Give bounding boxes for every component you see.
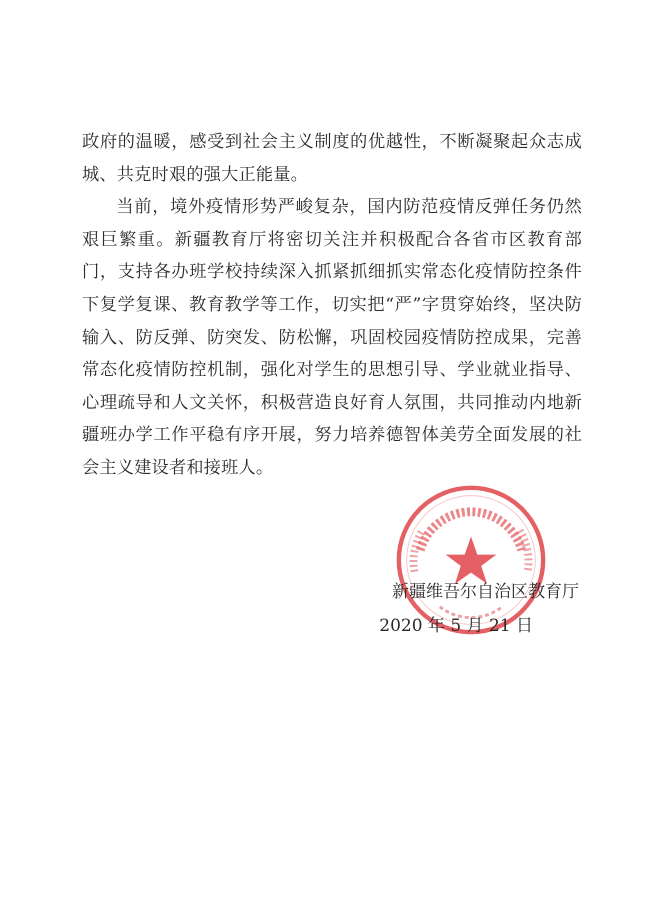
paragraph-main: 当前，境外疫情形势严峻复杂，国内防范疫情反弹任务仍然艰巨繁重。新疆教育厅将密切关注并积极配合各省市区教育部门，支持各办班学校持续深入抓紧抓细抓实常态化疫情防控条件下复学复课、教育教学等工作，切实把“严”字贯穿始终，坚决防输入、防反弹、防突发、防松懈，巩固校园疫情防控成果，完善常态化疫情防控机制，强化对学生的思想引导、学业就业指导、心理疏导和人文关怀，积极营造良好育人氛围，共同推动内地新疆班办学工作平稳有序开展，努力培养德智体美劳全面发展的社会主义建设者和接班人。	[82, 197, 582, 478]
issue-date: 2020 年 5 月 21 日	[379, 616, 533, 636]
issuing-organization: 新疆维吾尔自治区教育厅	[392, 582, 579, 602]
signature-block	[341, 576, 581, 642]
paragraph-continued: 政府的温暖，感受到社会主义制度的优越性，不断凝聚起众志成城、共克时艰的强大正能量。	[82, 132, 582, 185]
document-body	[82, 126, 582, 485]
